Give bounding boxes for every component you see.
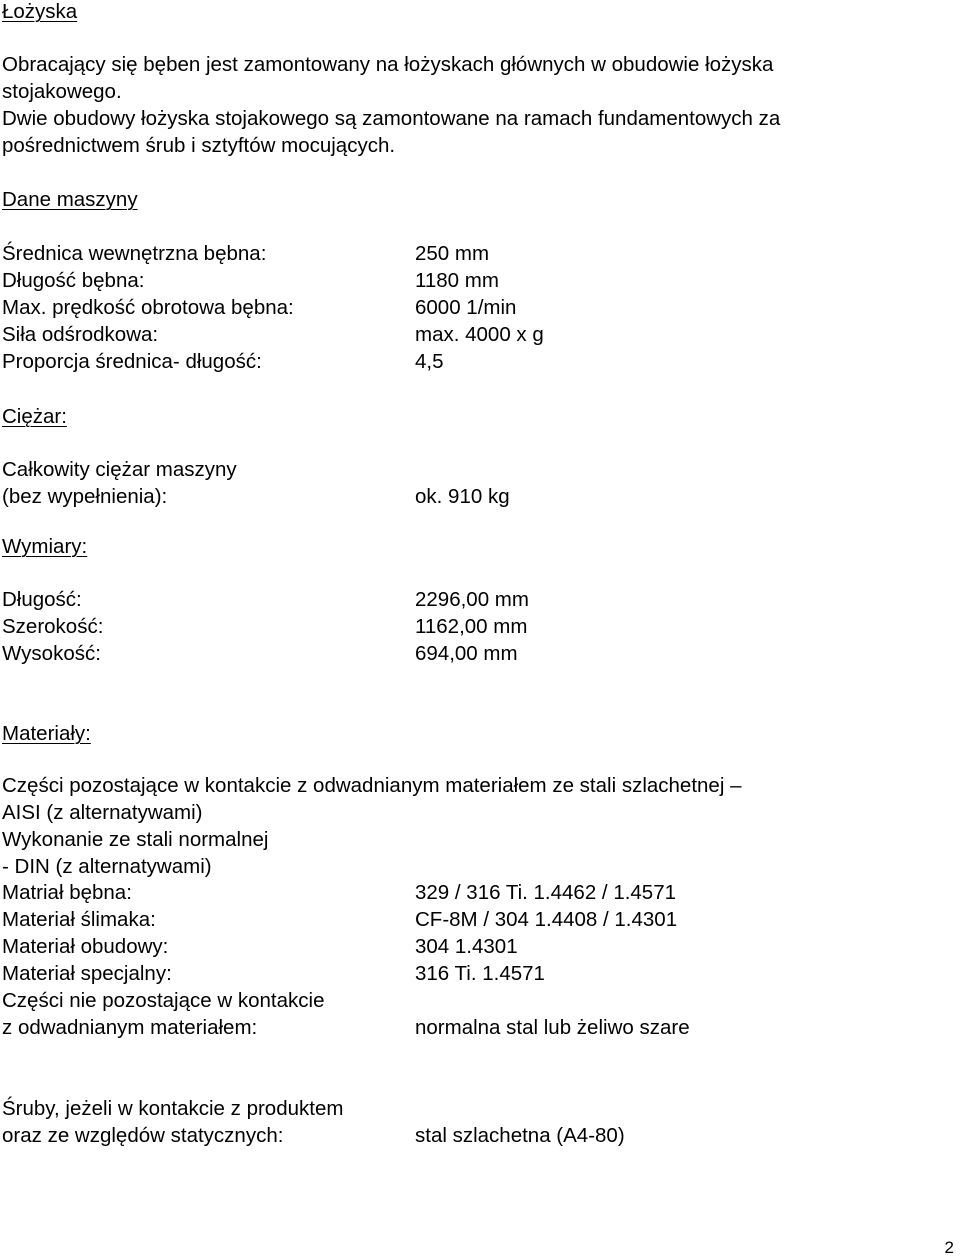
section-heading-machine-data: Dane maszyny xyxy=(2,188,138,211)
spec-value: 1180 mm xyxy=(415,269,499,292)
materials-text-line: - DIN (z alternatywami) xyxy=(2,855,212,878)
noncontact-label-line2: z odwadnianym materiałem: xyxy=(2,1016,258,1039)
paragraph-line: pośrednictwem śrub i sztyftów mocujących. xyxy=(2,134,396,157)
spec-value: 250 mm xyxy=(415,242,490,265)
materials-text-line: Części pozostające w kontakcie z odwadnianym materiałem ze stali szlachetnej – xyxy=(2,774,742,797)
dimension-label: Długość: xyxy=(2,588,82,611)
noncontact-value: normalna stal lub żeliwo szare xyxy=(415,1016,690,1039)
dimension-label: Szerokość: xyxy=(2,615,104,638)
materials-text-line: Wykonanie ze stali normalnej xyxy=(2,828,269,851)
material-value: 316 Ti. 1.4571 xyxy=(415,962,545,985)
weight-value: ok. 910 kg xyxy=(415,485,510,508)
section-heading-bearings: Łożyska xyxy=(2,0,78,23)
spec-value: 4,5 xyxy=(415,350,444,373)
material-label: Materiał specjalny: xyxy=(2,962,172,985)
spec-label: Proporcja średnica- długość: xyxy=(2,350,262,373)
material-label: Materiał obudowy: xyxy=(2,935,169,958)
section-heading-materials: Materiały: xyxy=(2,722,91,745)
material-label: Materiał ślimaka: xyxy=(2,908,156,931)
material-label: Matriał bębna: xyxy=(2,881,132,904)
paragraph-line: Obracający się bęben jest zamontowany na łożyskach głównych w obudowie łożyska xyxy=(2,53,774,76)
noncontact-label-line1: Części nie pozostające w kontakcie xyxy=(2,989,325,1012)
material-value: 329 / 316 Ti. 1.4462 / 1.4571 xyxy=(415,881,677,904)
spec-label: Średnica wewnętrzna bębna: xyxy=(2,242,267,265)
materials-text-line: AISI (z alternatywami) xyxy=(2,801,203,824)
dimension-label: Wysokość: xyxy=(2,642,101,665)
paragraph-line: stojakowego. xyxy=(2,80,122,103)
spec-label: Max. prędkość obrotowa bębna: xyxy=(2,296,294,319)
spec-label: Siła odśrodkowa: xyxy=(2,323,159,346)
paragraph-line: Dwie obudowy łożyska stojakowego są zamontowane na ramach fundamentowych za xyxy=(2,107,781,130)
dimension-value: 694,00 mm xyxy=(415,642,518,665)
weight-label-line2: (bez wypełnienia): xyxy=(2,485,168,508)
material-value: CF-8M / 304 1.4408 / 1.4301 xyxy=(415,908,678,931)
screws-label-line1: Śruby, jeżeli w kontakcie z produktem xyxy=(2,1097,344,1120)
screws-value: stal szlachetna (A4-80) xyxy=(415,1124,625,1147)
dimension-value: 2296,00 mm xyxy=(415,588,529,611)
spec-label: Długość bębna: xyxy=(2,269,145,292)
weight-label-line1: Całkowity ciężar maszyny xyxy=(2,458,237,481)
section-heading-dimensions: Wymiary: xyxy=(2,535,88,558)
spec-value: 6000 1/min xyxy=(415,296,517,319)
section-heading-weight: Ciężar: xyxy=(2,405,67,428)
page-number: 2 xyxy=(944,1238,954,1257)
dimension-value: 1162,00 mm xyxy=(415,615,528,638)
material-value: 304 1.4301 xyxy=(415,935,518,958)
screws-label-line2: oraz ze względów statycznych: xyxy=(2,1124,284,1147)
spec-value: max. 4000 x g xyxy=(415,323,544,346)
